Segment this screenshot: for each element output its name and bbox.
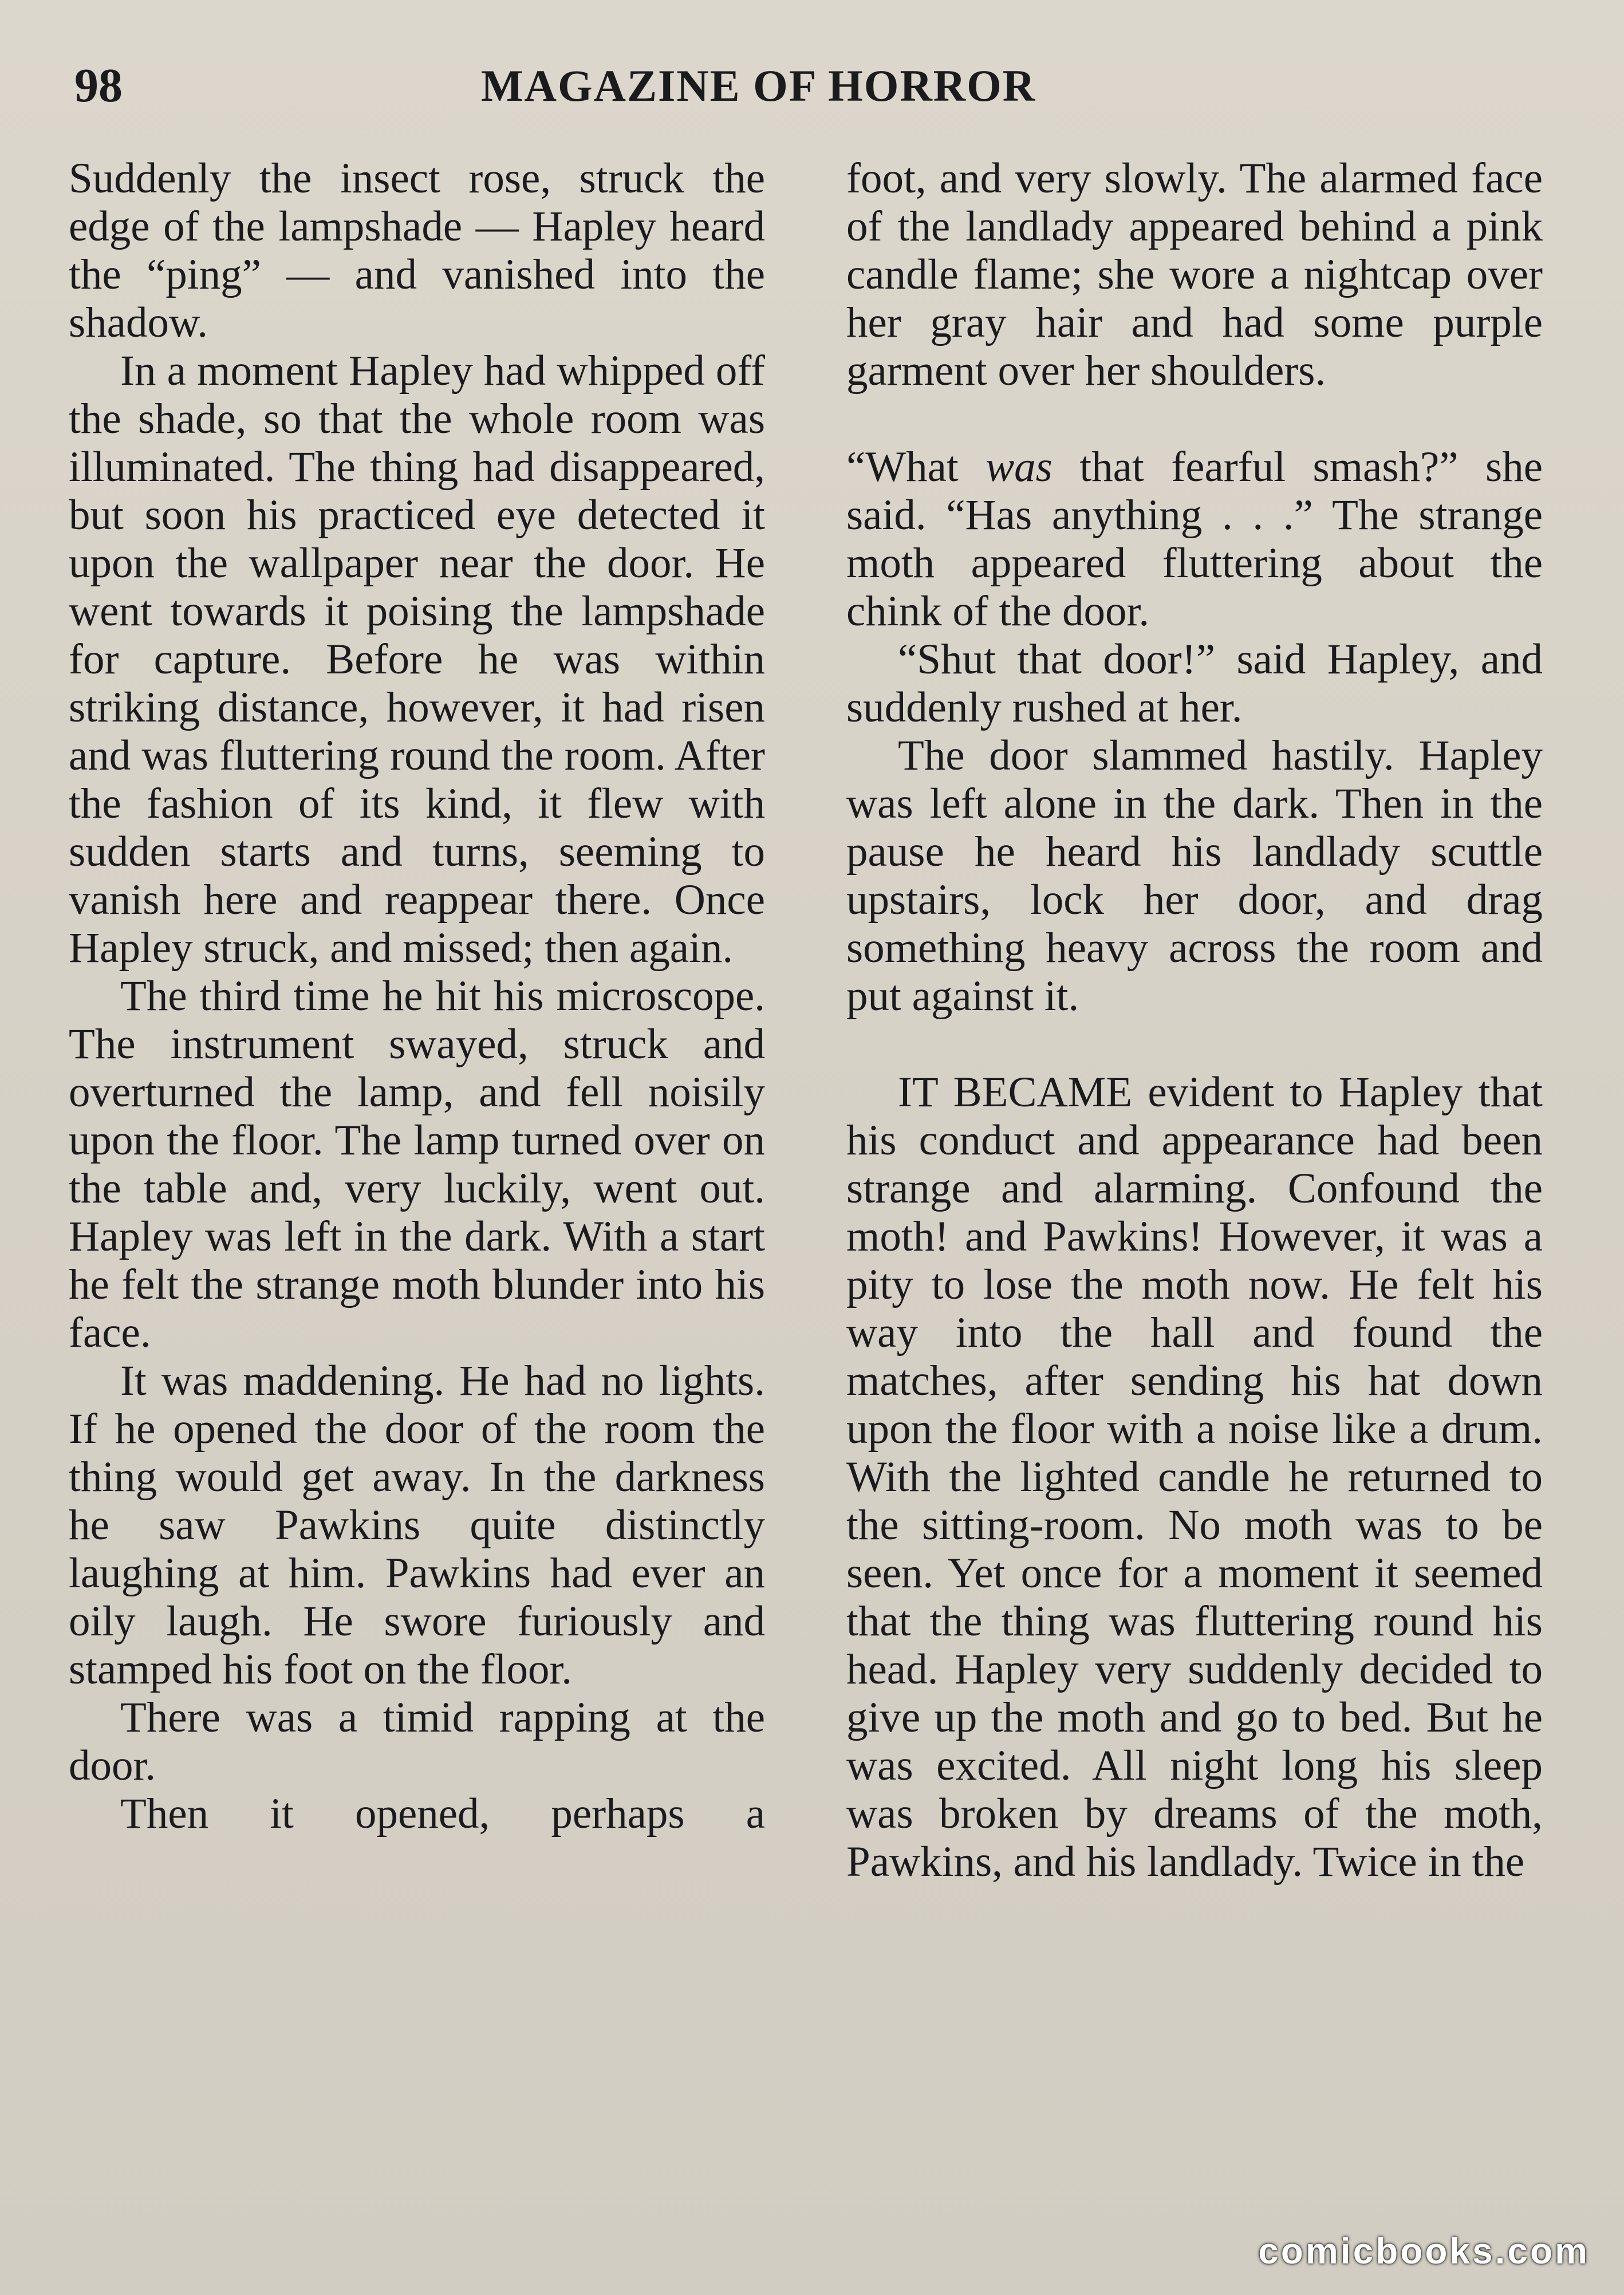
paragraph: The third time he hit his microscope. The instrument swayed, struck and overturned the lamp, and fell noisily upon the floor. The lamp turned over on the table and, very luckily, went out. Hapley was left in the dark. With a start he felt the strange moth blunder into his face. (69, 972, 765, 1357)
paragraph-text: that fearful smash?” she said. “Has anything . . .” The strange moth appeared fluttering about the chink of the door. (846, 443, 1543, 635)
emphasis-text: was (986, 443, 1053, 491)
paragraph: There was a timid rapping at the door. (69, 1694, 765, 1789)
paragraph: The door slammed hastily. Hapley was left alone in the dark. Then in the pause he heard his landlady scuttle upstairs, lock her door, and drag something heavy across the room and put against it. (846, 732, 1543, 1020)
watermark: comicbooks.com (1258, 2230, 1590, 2272)
paragraph: IT BECAME evident to Hapley that his conduct and appearance had been strange and alarming. Confound the moth! and Pawkins! However, it was a pity to lose the moth now. He felt his way into the hall and found the matches, after sending his hat down upon the floor with a noise like a drum. With the lighted candle he returned to the sitting-room. No moth was to be seen. Yet once for a moment it seemed that the thing was fluttering round his head. Hapley very suddenly decided to give up the moth and go to bed. But he was excited. All night long his sleep was broken by dreams of the moth, Pawkins, and his landlady. Twice in the (846, 1068, 1543, 1886)
paragraph: Then it opened, perhaps a (120, 1790, 765, 1837)
page-header (74, 57, 1552, 115)
page-number: 98 (74, 59, 123, 112)
magazine-title: MAGAZINE OF HORROR (481, 61, 1036, 111)
paragraph: Suddenly the insect rose, struck the edge of the lampshade — Hapley heard the “ping” — and vanished into the shadow. (69, 155, 765, 346)
paragraph: It was maddening. He had no lights. If he opened the door of the room the thing would get away. In the darkness he saw Pawkins quite distinctly laughing at him. Pawkins had ever an oily laugh. He swore furiously and stamped his foot on the floor. (69, 1357, 765, 1693)
paragraph: “Shut that door!” said Hapley, and suddenly rushed at her. (846, 636, 1543, 731)
paragraph: foot, and very slowly. The alarmed face of the landlady appeared behind a pink candle flame; she wore a nightcap over her gray hair and had some purple garment over her shoulders. (846, 155, 1543, 395)
paragraph (846, 443, 1543, 636)
paragraph-text: “What (846, 443, 986, 491)
paragraph: In a moment Hapley had whipped off the shade, so that the whole room was illuminated. The thing had disappeared, but soon his practiced eye detected it upon the wallpaper near the door. He went towards it poising the lampshade for capture. Before he was within striking distance, however, it had risen and was fluttering round the room. After the fashion of its kind, it flew with sudden starts and turns, seeming to vanish here and reappear there. Once Hapley struck, and missed; then again. (69, 347, 765, 972)
left-column (69, 155, 765, 1838)
right-column (846, 155, 1543, 1886)
